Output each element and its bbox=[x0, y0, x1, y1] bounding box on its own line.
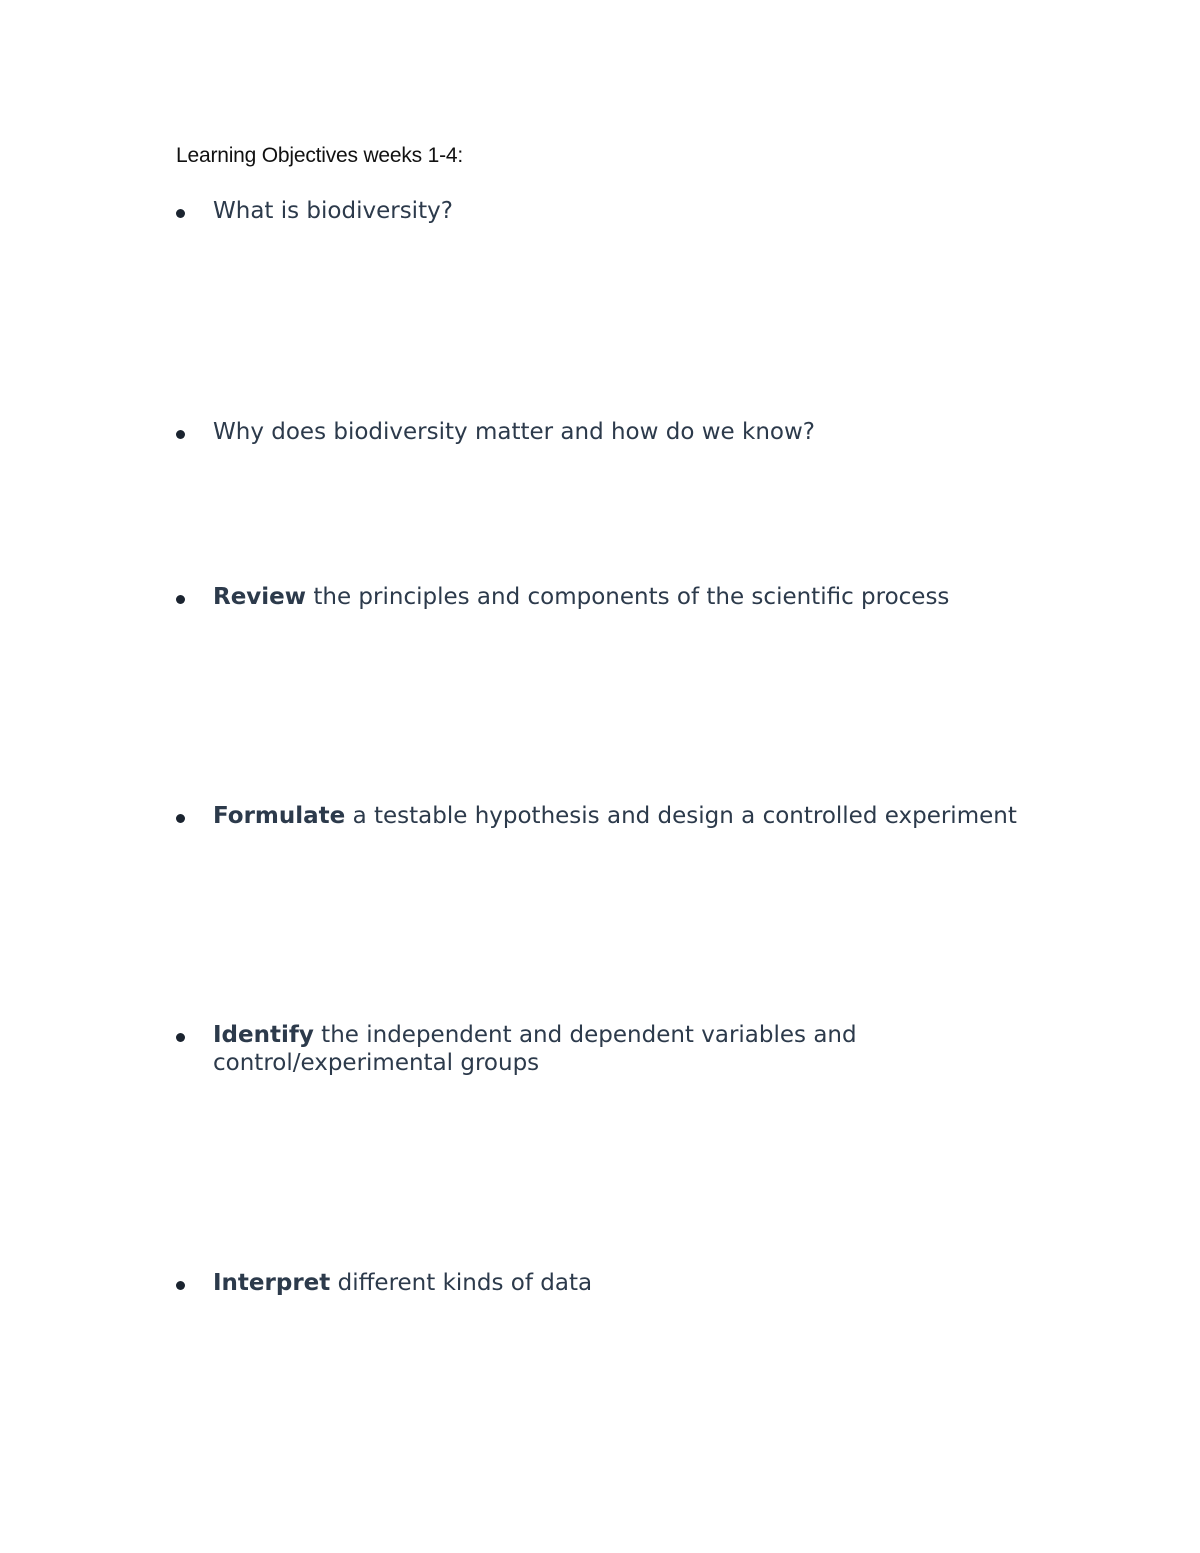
bullet-icon bbox=[176, 1033, 185, 1042]
bullet-icon bbox=[176, 1281, 185, 1290]
objective-verb: Interpret bbox=[213, 1270, 331, 1296]
objective-body: Why does biodiversity matter and how do we know? bbox=[213, 419, 815, 445]
objective-text bbox=[213, 802, 1073, 830]
objective-text bbox=[213, 1021, 913, 1077]
bullet-icon bbox=[176, 595, 185, 604]
bullet-icon bbox=[176, 430, 185, 439]
objective-text bbox=[213, 418, 1073, 446]
objective-body: a testable hypothesis and design a controlled experiment bbox=[345, 803, 1017, 829]
bullet-icon bbox=[176, 814, 185, 823]
objective-verb: Formulate bbox=[213, 803, 346, 829]
document-heading: Learning Objectives weeks 1-4: bbox=[176, 144, 463, 167]
objective-text bbox=[213, 1269, 1073, 1297]
objective-verb: Identify bbox=[213, 1022, 314, 1048]
objective-body: the principles and components of the scientific process bbox=[306, 584, 950, 610]
objective-text bbox=[213, 583, 1073, 611]
objective-body: What is biodiversity? bbox=[213, 198, 453, 224]
objective-body: different kinds of data bbox=[330, 1270, 593, 1296]
bullet-icon bbox=[176, 209, 185, 218]
objective-body: the independent and dependent variables and control/experimental groups bbox=[213, 1022, 857, 1076]
objective-text bbox=[213, 197, 1073, 225]
objective-verb: Review bbox=[213, 584, 307, 610]
